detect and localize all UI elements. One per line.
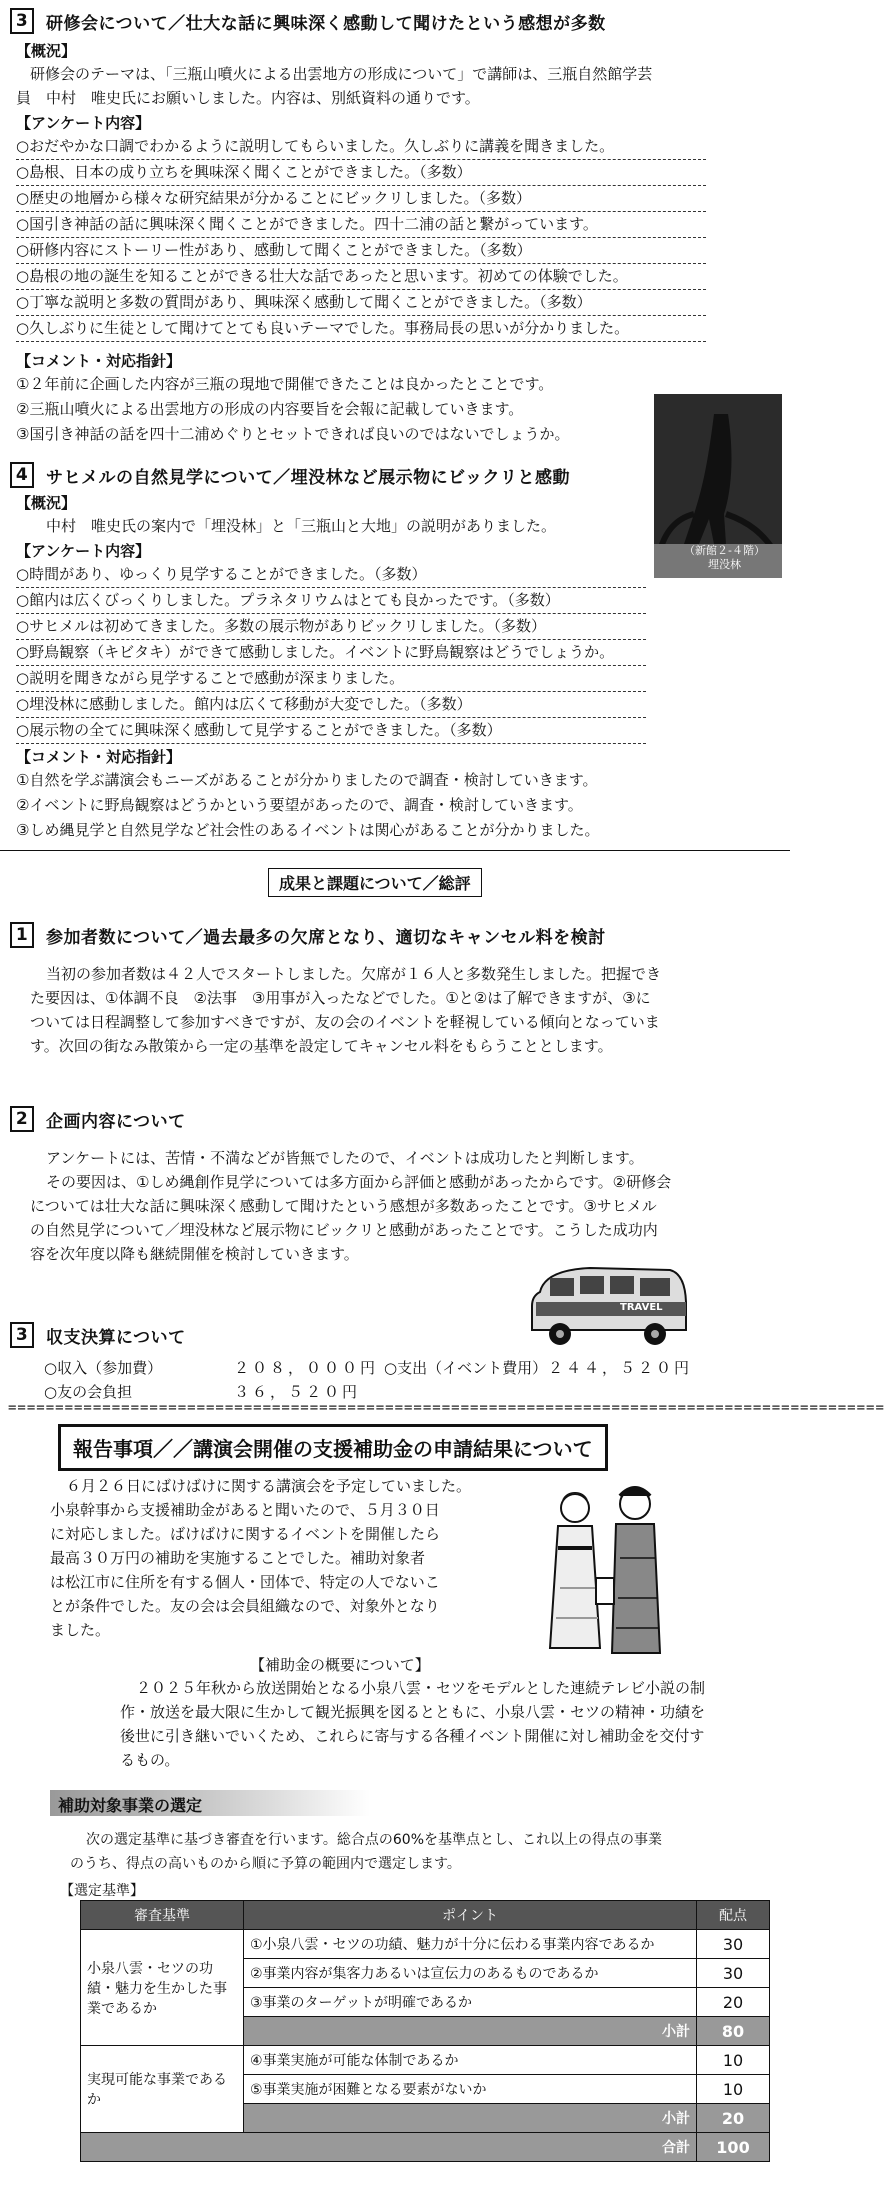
paragraph-line: 次の選定基準に基づき審査を行います。総合点の60%を基準点とし、これ以上の得点の事業	[86, 1832, 662, 1848]
comment-label: 【コメント・対応指針】	[16, 748, 182, 766]
criteria-point: ④事業実施が可能な体制であるか	[244, 2046, 697, 2075]
column-header: 審査基準	[81, 1901, 244, 1930]
survey-item: ○説明を聞きながら見学することで感動が深まりました。	[16, 666, 646, 692]
couple-illustration	[520, 1478, 690, 1668]
comment-item: ①自然を学ぶ講演会もニーズがあることが分かりましたので調査・検討していきます。	[16, 771, 598, 789]
burden-label: ○友の会負担	[44, 1383, 133, 1401]
survey-item: ○歴史の地層から様々な研究結果が分かることにビックリしました。（多数）	[16, 186, 706, 212]
comment-item: ②三瓶山噴火による出雲地方の形成の内容要旨を会報に記載していきます。	[16, 400, 524, 418]
comment-item: ①２年前に企画した内容が三瓶の現地で開催できたことは良かったとことです。	[16, 375, 554, 393]
paragraph-line: るもの。	[120, 1751, 180, 1769]
subsidy-overview	[120, 1676, 720, 1772]
paragraph-line: 小泉幹事から支援補助金があると聞いたので、５月３０日	[50, 1501, 440, 1519]
summary-title: 成果と課題について／総評	[268, 868, 482, 897]
comment-label: 【コメント・対応指針】	[16, 352, 182, 370]
criteria-score: 30	[697, 1930, 770, 1959]
photo-caption: （新館２-４階）	[684, 544, 765, 557]
subtotal-value: 80	[697, 2017, 770, 2046]
result-2-body	[30, 1146, 671, 1266]
table-header-row	[81, 1901, 770, 1930]
section-title: サヒメルの自然見学について／埋没林など展示物にビックリと感動	[46, 467, 570, 488]
comment-item: ②イベントに野鳥観察はどうかという要望があったので、調査・検討していきます。	[16, 796, 583, 814]
paragraph-line: は松江市に住所を有する個人・団体で、特定の人でないこ	[50, 1573, 440, 1591]
survey-item: ○サヒメルは初めてきました。多数の展示物がありビックリしました。（多数）	[16, 614, 646, 640]
overview-line: 中村 唯史氏の案内で「埋没林」と「三瓶山と大地」の説明がありました。	[46, 517, 557, 535]
survey-list	[16, 562, 646, 744]
income-label: ○収入（参加費）	[44, 1359, 163, 1377]
selection-body	[70, 1828, 662, 1876]
criteria-score: 10	[697, 2075, 770, 2104]
buried-forest-photo	[654, 394, 782, 578]
survey-item: ○丁寧な説明と多数の質問があり、興味深く感動して聞くことができました。（多数）	[16, 290, 706, 316]
criteria-score: 10	[697, 2046, 770, 2075]
paragraph-line: 最高３０万円の補助を実施することでした。補助対象者	[50, 1549, 426, 1567]
survey-item: ○野鳥観察（キビタキ）ができて感動しました。イベントに野鳥観察はどうでしょうか。	[16, 640, 646, 666]
bus-label: TRAVEL	[620, 1302, 663, 1313]
expense-label: ○支出（イベント費用）	[384, 1359, 548, 1377]
criteria-point: ②事業内容が集客力あるいは宣伝力のあるものであるか	[244, 1959, 697, 1988]
table-row	[81, 2046, 770, 2075]
section-title: 収支決算について	[46, 1327, 186, 1348]
section-number: 3	[10, 8, 34, 34]
comment-list	[16, 372, 569, 447]
paragraph-line: ２０２５年秋から放送開始となる小泉八雲・セツをモデルとした連続テレビ小説の制	[136, 1679, 705, 1697]
survey-item: ○時間があり、ゆっくり見学することができました。（多数）	[16, 562, 646, 588]
paragraph-line: ６月２６日にばけばけに関する講演会を予定していました。	[66, 1477, 472, 1495]
double-line-divider: =============================================================================================	[8, 1400, 885, 1416]
bus-icon	[520, 1262, 690, 1352]
paragraph-line: す。次回の街なみ散策から一定の基準を設定してキャンセル料をもらうこととします。	[30, 1037, 613, 1055]
paragraph-line: その要因は、①しめ縄創作見学については多方面から評価と感動があったからです。②研修会	[46, 1173, 672, 1191]
section-title: 研修会について／壮大な話に興味深く感動して聞けたという感想が多数	[46, 13, 606, 34]
expense-value: ２４４，５２０円	[548, 1359, 693, 1377]
criteria-table	[80, 1900, 770, 2162]
comment-list	[16, 768, 599, 843]
selection-heading: 補助対象事業の選定	[58, 1796, 203, 1815]
criteria-group-label: 小泉八雲・セツの功績・魅力を生かした事業であるか	[81, 1930, 244, 2046]
paragraph-line: 後世に引き継いでいくため、これらに寄与する各種イベント開催に対し補助金を交付す	[120, 1727, 705, 1745]
survey-item: ○国引き神話の話に興味深く聞くことができました。四十二浦の話と繋がっています。	[16, 212, 706, 238]
criteria-score: 20	[697, 1988, 770, 2017]
paragraph-line: アンケートには、苦情・不満などが皆無でしたので、イベントは成功したと判断します。	[46, 1149, 644, 1167]
total-row	[81, 2133, 770, 2162]
paragraph-line: ました。	[50, 1621, 111, 1639]
survey-label: 【アンケート内容】	[16, 114, 151, 132]
income-value: ２０８，０００円	[234, 1359, 379, 1377]
overview-label: 【概況】	[16, 494, 77, 512]
result-2-heading	[10, 1106, 186, 1132]
paragraph-line: た要因は、①体調不良 ②法事 ③用事が入ったなどでした。①と②は了解できますが、③に	[30, 989, 651, 1007]
section-title: 企画内容について	[46, 1111, 186, 1132]
paragraph-line: 容を次年度以降も継続開催を検討していきます。	[30, 1245, 359, 1263]
result-1-body	[30, 962, 661, 1058]
paragraph-line: 作・放送を最大限に生かして観光振興を図るとともに、小泉八雲・セツの精神・功績を	[120, 1703, 706, 1721]
criteria-group-label: 実現可能な事業であるか	[81, 2046, 244, 2133]
photo-caption: 埋没林	[707, 558, 741, 571]
section-number: 1	[10, 922, 34, 948]
subtotal-label: 小計	[244, 2104, 697, 2133]
criteria-score: 30	[697, 1959, 770, 1988]
overview-line: 研修会のテーマは、「三瓶山噴火による出雲地方の形成について」で講師は、三瓶自然館学芸	[30, 65, 653, 83]
paragraph-line: に対応しました。ばけばけに関するイベントを開催したら	[50, 1525, 441, 1543]
paragraph-line: のうち、得点の高いものから順に予算の範囲内で選定します。	[70, 1856, 461, 1872]
survey-item: ○島根の地の誕生を知ることができる壮大な話であったと思います。初めての体験でした。	[16, 264, 706, 290]
subtotal-label: 小計	[244, 2017, 697, 2046]
report-body	[50, 1474, 490, 1642]
overview-label: 【概況】	[16, 42, 77, 60]
overview-line: 員 中村 唯史氏にお願いしました。内容は、別紙資料の通りです。	[16, 89, 480, 107]
survey-list	[16, 134, 706, 342]
survey-item: ○島根、日本の成り立ちを興味深く聞くことができました。（多数）	[16, 160, 706, 186]
section-4-heading	[10, 462, 570, 488]
total-value: 100	[697, 2133, 770, 2162]
criteria-label: 【選定基準】	[60, 1883, 144, 1899]
comment-item: ③しめ縄見学と自然見学など社会性のあるイベントは関心があることが分かりました。	[16, 821, 600, 839]
survey-item: ○埋没林に感動しました。館内は広くて移動が大変でした。（多数）	[16, 692, 646, 718]
comment-item: ③国引き神話の話を四十二浦めぐりとセットできれば良いのではないでしょうか。	[16, 425, 570, 443]
survey-item: ○おだやかな口調でわかるように説明してもらいました。久しぶりに講義を聞きました。	[16, 134, 706, 160]
criteria-point: ①小泉八雲・セツの功績、魅力が十分に伝わる事業内容であるか	[244, 1930, 697, 1959]
result-1-heading	[10, 922, 606, 948]
paragraph-line: については壮大な話に興味深く感動して聞けたという感想が多数あったことです。③サヒメル	[30, 1197, 657, 1215]
result-3-heading	[10, 1322, 186, 1348]
criteria-point: ⑤事業実施が困難となる要素がないか	[244, 2075, 697, 2104]
report-title: 報告事項／／講演会開催の支援補助金の申請結果について	[58, 1424, 608, 1471]
paragraph-line: の自然見学について／埋没林など展示物にビックリと感動があったことです。こうした成功内	[30, 1221, 658, 1239]
total-label: 合計	[81, 2133, 697, 2162]
bus-illustration	[520, 1262, 690, 1352]
subsidy-overview-label: 【補助金の概要について】	[250, 1656, 430, 1674]
survey-label: 【アンケート内容】	[16, 542, 151, 560]
paragraph-line: とが条件でした。友の会は会員組織なので、対象外となり	[50, 1597, 440, 1615]
column-header: ポイント	[244, 1901, 697, 1930]
paragraph-line: 当初の参加者数は４２人でスタートしました。欠席が１６人と多数発生しました。把握でき	[46, 965, 662, 983]
section-number: 4	[10, 462, 34, 488]
survey-item: ○館内は広くびっくりしました。プラネタリウムはとても良かったです。（多数）	[16, 588, 646, 614]
survey-item: ○久しぶりに生徒として聞けてとても良いテーマでした。事務局長の思いが分かりました。	[16, 316, 706, 342]
criteria-point: ③事業のターゲットが明確であるか	[244, 1988, 697, 2017]
section-number: 2	[10, 1106, 34, 1132]
section-title: 参加者数について／過去最多の欠席となり、適切なキャンセル料を検討	[46, 927, 606, 948]
kimono-couple-icon	[520, 1478, 690, 1668]
table-row	[81, 1930, 770, 1959]
survey-item: ○研修内容にストーリー性があり、感動して聞くことができました。（多数）	[16, 238, 706, 264]
section-3-heading	[10, 8, 606, 34]
section-number: 3	[10, 1322, 34, 1348]
subtotal-value: 20	[697, 2104, 770, 2133]
section-divider	[0, 850, 790, 851]
column-header: 配点	[697, 1901, 770, 1930]
paragraph-line: ついては日程調整して参加すべきですが、友の会のイベントを軽視している傾向となっていま	[30, 1013, 660, 1031]
burden-value: ３６，５２０円	[234, 1383, 361, 1401]
survey-item: ○展示物の全てに興味深く感動して見学することができました。（多数）	[16, 718, 646, 744]
selection-heading-band	[50, 1790, 370, 1816]
